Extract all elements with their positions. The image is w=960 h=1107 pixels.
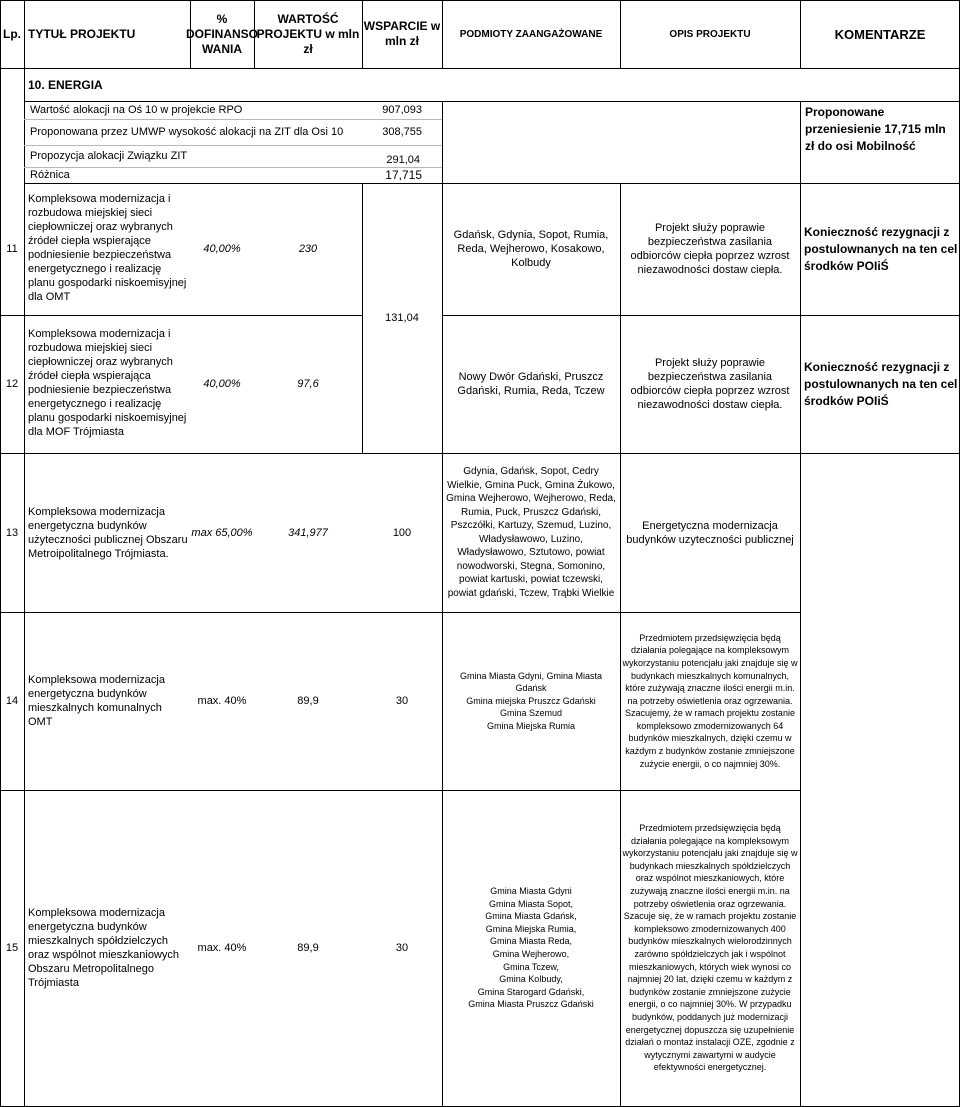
- summary-label: Propozycja alokacji Związku ZIT: [30, 150, 188, 162]
- summary-label: Wartość alokacji na Oś 10 w projekcie RPO: [30, 104, 243, 116]
- table-row-opis: Energetyczna modernizacja budynków uzyteczności publicznej: [626, 519, 794, 546]
- table-row-dofinansowanie: max. 40%: [197, 942, 247, 954]
- summary-comment: Proponowane przeniesienie 17,715 mln zł do osi Mobilność: [805, 105, 946, 153]
- header-podmioty: PODMIOTY ZAANGAŻOWANE: [459, 28, 603, 40]
- podmiot-line: Gmina Kolbudy,: [499, 974, 563, 985]
- table-row-title: Kompleksowa modernizacja i rozbudowa miejskiej sieci ciepłowniczej oraz wybranych źródeł ciepła wspierające podniesienie bezpieczeństwa energetycznego i realizację planu gospodarki niskoemisyjnej dla OMT: [28, 193, 187, 303]
- podmiot-line: Gmina Miasta Sopot,: [488, 898, 574, 909]
- podmiot-line: Gmina Wejherowo,: [492, 949, 570, 959]
- podmiot-line: Gmina Miasta Gdyni, Gmina Miasta Gdańsk: [459, 670, 603, 694]
- table-row-podmioty: Gdańsk, Gdynia, Sopot, Rumia, Reda, Wejherowo, Kosakowo, Kolbudy: [453, 229, 609, 269]
- table-row-komentarz: Konieczność rezygnacji z postulownanych na ten cel środków POIiŚ: [804, 359, 958, 408]
- table-row-wsparcie: 30: [395, 695, 409, 707]
- table-row-wartosc: 89,9: [297, 942, 319, 954]
- podmiot-line: Gmina Tczew,: [503, 961, 559, 972]
- table-row-title: Kompleksowa modernizacja energetyczna budynków użyteczności publicznej Obszaru Metroipolitalnego Trójmiasta.: [28, 505, 188, 560]
- summary-label: Proponowana przez UMWP wysokość alokacji na ZIT dla Osi 10: [30, 126, 344, 138]
- section-title: 10. ENERGIA: [28, 77, 103, 92]
- table-row-podmioty: [446, 790, 616, 1106]
- table-row-dofinansowanie: max. 40%: [197, 695, 247, 707]
- summary-value: 17,715: [385, 168, 422, 182]
- table-row-lp: 12: [5, 378, 19, 390]
- table-row-opis: Przedmiotem przedsięwzięcia będą działania polegające na kompleksowym wykorzystaniu potencjału jaki znajduje się w budynkach mieszkalnych spółdzielczych oraz wspólnot mieszkaniowych, które zużywają znaczne ilości energii m.in. na potrzeby oświetlenia oraz ogrzewania. Szacuje się, że w ramach projektu zostanie kompleksowo zmodernizowanych 400 budynków mieszkalnych wielorodzinnych zarówno spółdzielczych jak i wspólnot mieszkaniowych, których wiek wynosi co najmniej 20 lat, dzięki czemu w każdym z budynków zostanie zmniejszone zużycie energii, o co najmniej 30%. W przypadku budynków, poddanych już modernizacji energetycznej dopuszcza się uzupełnienie działań o montaż instalacji OZE, zgodnie z wytycznymi zawartymi w audycie efektywności energetycznej.: [622, 823, 798, 1073]
- table-row-opis: Projekt służy poprawie bezpieczeństwa zasilania odbiorców ciepła poprzez wzrost niezawodności dostaw ciepła.: [630, 357, 790, 411]
- table-row-dofinansowanie: 40,00%: [203, 378, 241, 390]
- header-wsparcie: WSPARCIE w mln zł: [363, 19, 441, 48]
- table-row-wartosc: 89,9: [297, 695, 319, 707]
- shared-wsparcie: 131,04: [385, 312, 419, 324]
- table-row-podmioty: [446, 612, 616, 790]
- summary-value: 291,04: [386, 154, 420, 166]
- podmiot-line: Gmina miejska Pruszcz Gdański: [466, 695, 596, 706]
- table-row-podmioty: Gdynia, Gdańsk, Sopot, Cedry Wielkie, Gmina Puck, Gmina Żukowo, Gmina Wejherowo, Wejherowo, Reda, Rumia, Puck, Pruszcz Gdański, Pszczółki, Kartuzy, Szemud, Luzino, Władysławowo, Luzino, Władysławowo, Sztutowo, powiat nowodworski, Stegna, Somonino, powiat kartuski, powiat tczewski, powiat gdański, Tczew, Trąbki Wielkie: [446, 466, 616, 599]
- table-row-lp: 14: [5, 695, 19, 707]
- header-title: TYTUŁ PROJEKTU: [28, 26, 136, 41]
- podmiot-line: Gmina Miasta Reda,: [489, 936, 573, 947]
- table-row-title: Kompleksowa modernizacja i rozbudowa miejskiej sieci ciepłowniczej oraz wybranych źródeł ciepła wspierająca podniesienie bezpieczeństwa energetycznego i realizację planu gospodarki niskoemisyjnej dla MOF Trójmiasta: [28, 328, 187, 438]
- table-row-title: Kompleksowa modernizacja energetyczna budynków mieszkalnych komunalnych OMT: [28, 674, 165, 728]
- header-dofinansowanie: % DOFINANSO WANIA: [186, 11, 258, 56]
- table-row-lp: 15: [5, 942, 19, 954]
- summary-value: 308,755: [382, 126, 422, 138]
- podmiot-line: Gmina Szemud: [499, 708, 563, 719]
- table-row-title: Kompleksowa modernizacja energetyczna budynków mieszkalnych spółdzielczych oraz wspólnot mieszkaniowych Obszaru Metropolitalnego Trójmiasta: [28, 907, 180, 989]
- podmiot-line: Gmina Miasta Pruszcz Gdański: [468, 999, 594, 1010]
- table-row-wartosc: 230: [298, 243, 318, 255]
- podmiot-line: Gmina Miasta Gdyni: [490, 886, 572, 897]
- podmiot-line: Gmina Starogard Gdański,: [477, 986, 585, 997]
- table-row-wartosc: 341,977: [288, 526, 328, 539]
- table-row-lp: 11: [6, 243, 18, 255]
- table-row-dofinansowanie: max 65,00%: [191, 526, 253, 539]
- table-row-wartosc: 97,6: [297, 378, 319, 390]
- table-row-opis: Przedmiotem przedsięwzięcia będą działania polegające na kompleksowym wykorzystaniu potencjału jaki znajduje się w budynkach mieszkalnych komunalnych, które zużywają znaczne ilości energii m.in. na potrzeby oświetlenia oraz ogrzewania. Szacujemy, że w ramach projektu zostanie kompleksowo zmodernizowanych 64 budynków mieszkalnych, dzięki czemu w każdym z budynków zostanie zmniejszone zużycie energii, o co najmniej 30%.: [622, 632, 798, 769]
- header-wartosc: WARTOŚĆ PROJEKTU w mln zł: [256, 11, 360, 56]
- header-komentarze: KOMENTARZE: [834, 26, 926, 42]
- table-row-komentarz: Konieczność rezygnacji z postulownanych na ten cel środków POIiŚ: [804, 224, 958, 273]
- podmiot-line: Gmina Miejska Rumia,: [485, 923, 577, 934]
- podmiot-line: Gmina Miasta Gdańsk,: [485, 911, 577, 922]
- summary-value: 907,093: [382, 104, 422, 116]
- summary-label: Różnica: [30, 169, 70, 181]
- table-row-dofinansowanie: 40,00%: [203, 243, 241, 255]
- table-row-opis: Projekt służy poprawie bezpieczeństwa zasilania odbiorców ciepła poprzez wzrost niezawodności dostaw ciepła.: [630, 222, 790, 276]
- table-row-wsparcie: 30: [395, 942, 409, 954]
- header-lp: Lp.: [3, 26, 21, 41]
- table-row-podmioty: Nowy Dwór Gdański, Pruszcz Gdański, Rumia, Reda, Tczew: [457, 371, 605, 397]
- table-row-wsparcie: 100: [392, 526, 412, 539]
- table-row-lp: 13: [5, 526, 19, 539]
- podmiot-line: Gmina Miejska Rumia: [486, 720, 576, 731]
- header-opis: OPIS PROJEKTU: [669, 28, 751, 40]
